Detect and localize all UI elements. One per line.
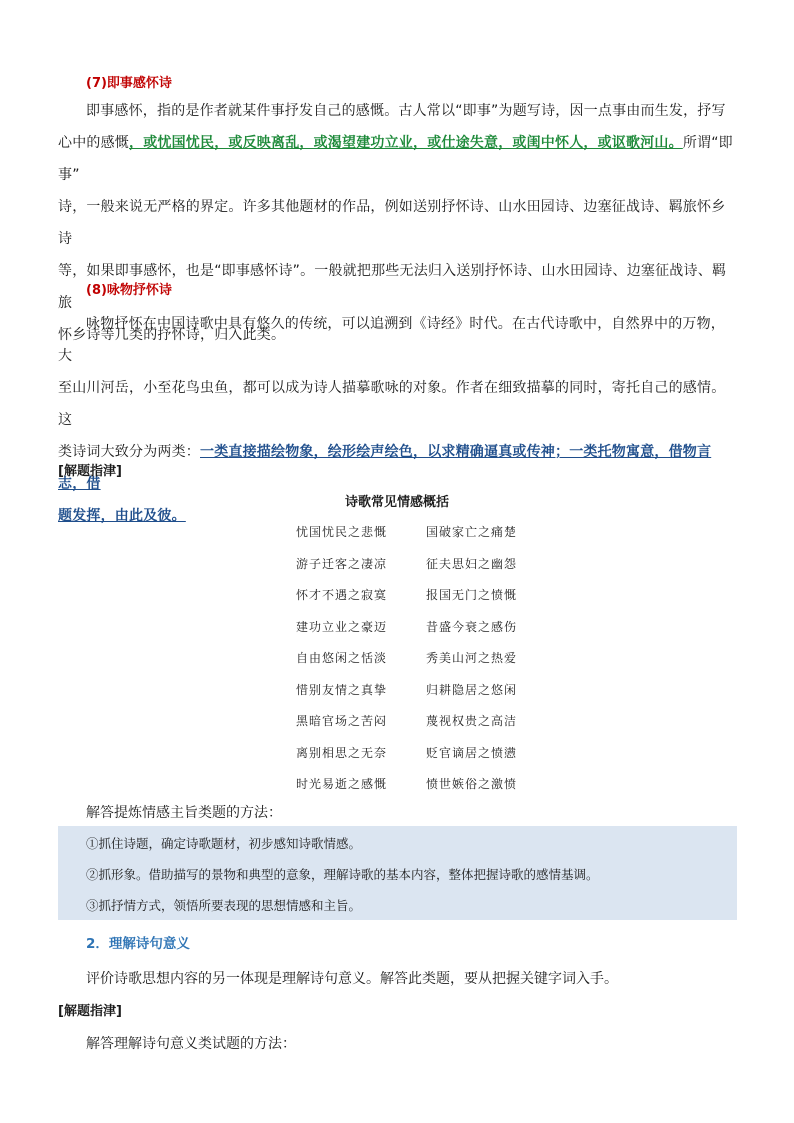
emotion-cell: 离别相思之无奈 <box>296 745 388 760</box>
emotion-row <box>296 516 536 548</box>
emotion-cell: 贬官谪居之愤懑 <box>426 745 518 760</box>
section-8-highlight-1: 一类直接描绘物象，绘形绘声绘色，以求精确逼真或传神；一类托物寓意，借物言志，借 <box>58 444 712 492</box>
section-7-line-3: 诗，一般来说无严格的界定。许多其他题材的作品，例如送别抒怀诗、山水田园诗、边塞征战诗、羁旅怀乡诗 <box>58 199 726 247</box>
section-8-heading: (8)咏物抒怀诗 <box>86 283 172 298</box>
emotion-table-title: 诗歌常见情感概括 <box>344 495 449 510</box>
section-2-body: 评价诗歌思想内容的另一体现是理解诗句意义。解答此类题，要从把握关键字词入手。 <box>86 971 618 987</box>
section-7-line-5: 怀乡诗等几类的抒怀诗，归入此类。 <box>58 327 286 343</box>
emotion-cell: 黑暗官场之苦闷 <box>296 714 388 729</box>
method-intro: 解答提炼情感主旨类题的方法： <box>86 805 282 821</box>
emotion-cell: 建功立业之豪迈 <box>296 619 388 634</box>
section-7-line-2-text: 心中的感慨 <box>58 135 129 151</box>
emotion-cell: 国破家亡之痛楚 <box>426 525 518 540</box>
method-item-2: ②抓形象。借助描写的景物和典型的意象，理解诗歌的基本内容，整体把握诗歌的感情基调。 <box>86 867 599 882</box>
section-8-line-1: 咏物抒怀在中国诗歌中具有悠久的传统，可以追溯到《诗经》时代。在古代诗歌中，自然界中的万物，大 <box>58 316 725 364</box>
tips-label-2: [解题指津] <box>58 1004 122 1019</box>
tips-label: [解题指津] <box>58 464 122 479</box>
section-7-line-2 <box>58 127 738 191</box>
emotion-cell: 报国无门之愤慨 <box>426 588 518 603</box>
section-2-heading: 2．理解诗句意义 <box>86 936 190 952</box>
emotion-row <box>296 611 536 643</box>
emotion-row <box>296 674 536 706</box>
final-line: 解答理解诗句意义类试题的方法： <box>86 1036 296 1052</box>
section-7-line-4: 等，如果即事感怀，也是“即事感怀诗”。一般就把那些无法归入送别抒怀诗、山水田园诗、边塞征战诗、羁旅 <box>58 263 727 311</box>
emotion-cell: 自由悠闲之恬淡 <box>296 651 388 666</box>
method-item-3: ③抓抒情方式，领悟所要表现的思想情感和主旨。 <box>86 898 362 913</box>
emotion-row <box>296 768 536 800</box>
section-8-highlight-2: 题发挥，由此及彼。 <box>58 508 186 524</box>
emotion-table <box>296 516 536 800</box>
emotion-cell: 时光易逝之感慨 <box>296 777 388 792</box>
emotion-row <box>296 705 536 737</box>
section-7-heading: (7)即事感怀诗 <box>86 76 172 91</box>
emotion-cell: 征夫思妇之幽怨 <box>426 556 518 571</box>
method-item-1: ①抓住诗题，确定诗歌题材，初步感知诗歌情感。 <box>86 836 362 851</box>
emotion-cell: 归耕隐居之悠闲 <box>426 682 518 697</box>
emotion-cell: 昔盛今衰之感伤 <box>426 619 518 634</box>
emotion-row <box>296 737 536 769</box>
section-7-line-1: 即事感怀，指的是作者就某件事抒发自己的感慨。古人常以“即事”为题写诗，因一点事由而生发，抒写 <box>86 103 726 119</box>
section-7-line-2-end: 所谓“即事” <box>58 135 733 183</box>
section-8-line-2: 至山川河岳，小至花鸟虫鱼，都可以成为诗人描摹歌咏的对象。作者在细致描摹的同时，寄托自己的感情。这 <box>58 380 726 428</box>
emotion-row <box>296 548 536 580</box>
section-7-highlight: ，或忧国忧民，或反映离乱，或渴望建功立业，或仕途失意，或闺中怀人，或讴歌河山。 <box>129 135 683 151</box>
emotion-cell: 游子迁客之凄凉 <box>296 556 388 571</box>
section-8-line-3-text: 类诗词大致分为两类： <box>58 444 200 460</box>
emotion-row <box>296 579 536 611</box>
emotion-cell: 怀才不遇之寂寞 <box>296 588 388 603</box>
emotion-cell: 忧国忧民之悲慨 <box>296 525 388 540</box>
emotion-cell: 秀美山河之热爱 <box>426 651 518 666</box>
emotion-cell: 蔑视权贵之高洁 <box>426 714 518 729</box>
emotion-cell: 惜别友情之真挚 <box>296 682 388 697</box>
emotion-cell: 愤世嫉俗之激愤 <box>426 777 518 792</box>
emotion-row <box>296 642 536 674</box>
